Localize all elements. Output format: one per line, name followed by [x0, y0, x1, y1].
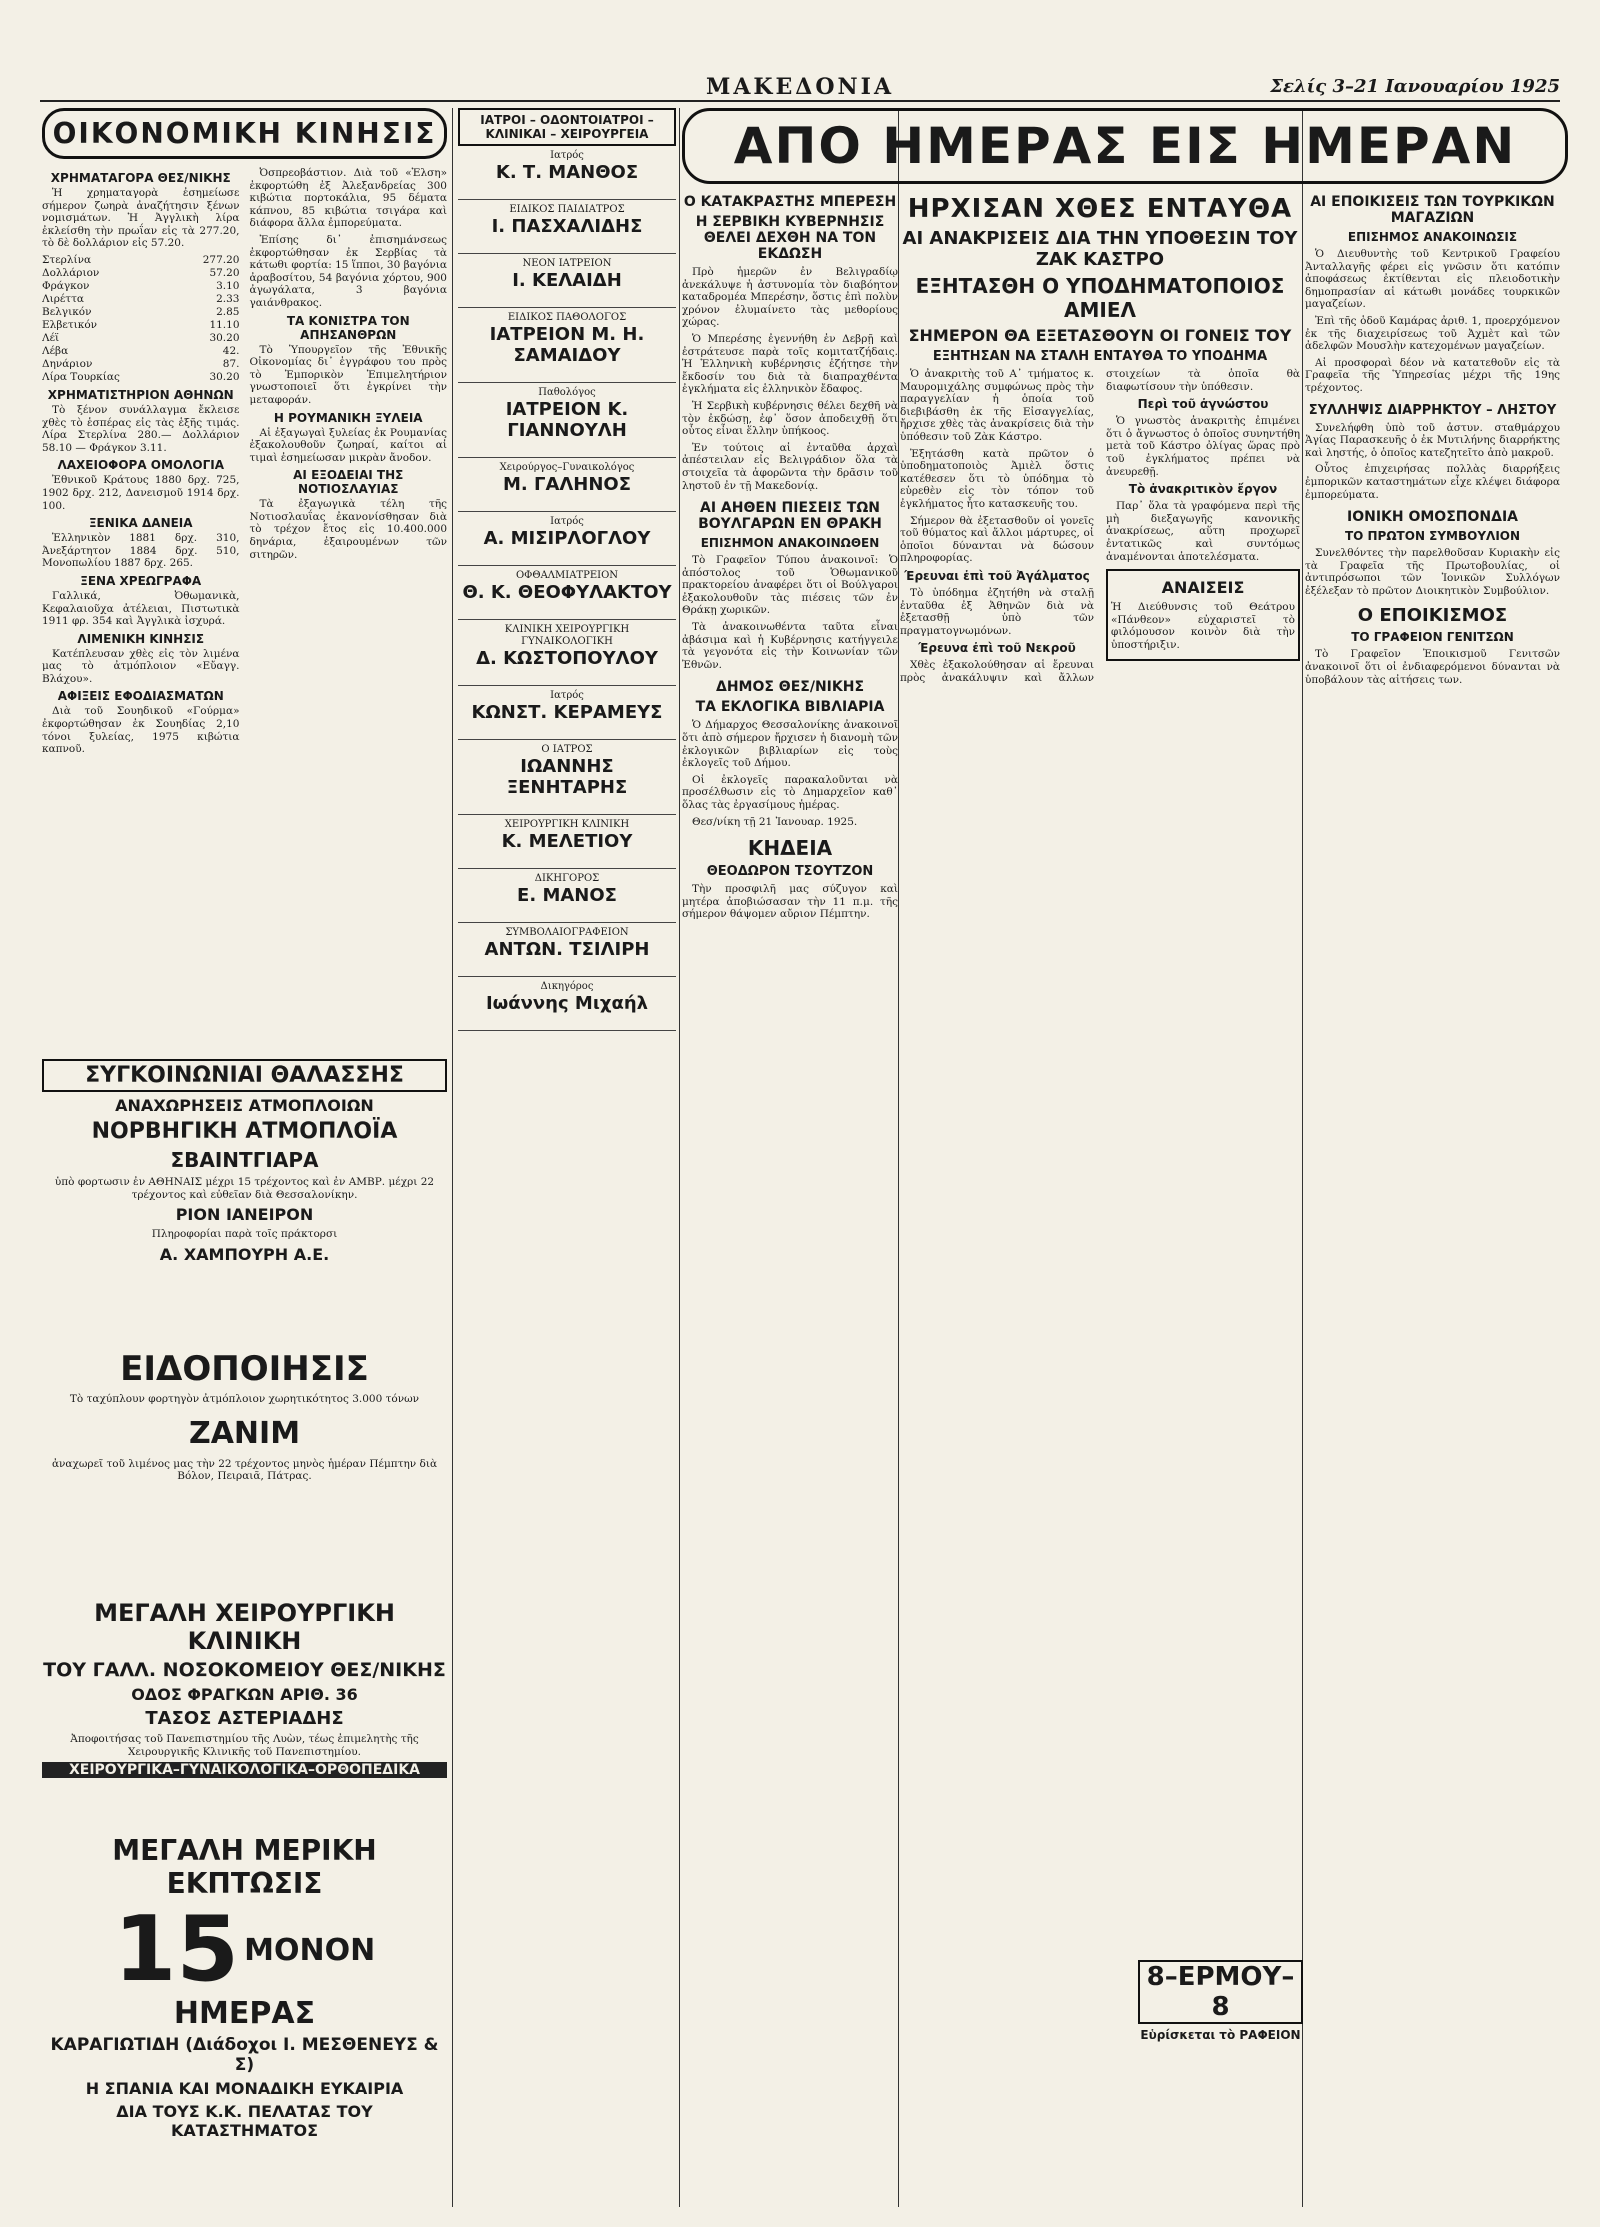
- currency-name: Λέϊ: [42, 331, 60, 344]
- doctors-list: [458, 146, 676, 1031]
- heading-wood: Η ΡΟΥΜΑΝΙΚΗ ΞΥΛΕΙΑ: [273, 410, 423, 425]
- currency-rate: 277.20: [202, 253, 240, 266]
- doctor-name: Ι. ΠΑΣΧΑΛΙΔΗΣ: [491, 216, 643, 237]
- heading-bonds: ΞΕΝΑ ΧΡΕΩΓΡΑΦΑ: [80, 573, 202, 588]
- norwegian-line: ΝΟΡΒΗΓΙΚΗ ΑΤΜΟΠΛΟΪΑ: [91, 1119, 398, 1144]
- subheadline: ΤΑ ΕΚΛΟΓΙΚΑ ΒΙΒΛΙΑΡΙΑ: [695, 699, 885, 716]
- currency-name: Λίρα Τουρκίας: [42, 370, 120, 383]
- doctor-ad: [458, 458, 676, 512]
- doctor-name: ΚΩΝΣΤ. ΚΕΡΑΜΕΥΣ: [471, 702, 663, 723]
- page-date: Σελίς 3–21 Ιανουαρίου 1925: [1270, 76, 1560, 97]
- ad-title: ΑΝΑΙΣΕΙΣ: [1161, 578, 1245, 598]
- doctor-ad: [458, 146, 676, 200]
- paragraph: Ἡ Διεύθυνσις τοῦ Θεάτρου «Πάνθεον» εὐχαριστεῖ τὸ φιλόμουσον κοινὸν διὰ τὴν ὑποστήριξιν.: [1111, 601, 1295, 651]
- market-row: [42, 267, 240, 280]
- currency-rate: 3.10: [216, 279, 240, 292]
- doctor-specialty: ΣΥΜΒΟΛΑΙΟΓΡΑΦΕΙΟΝ: [505, 927, 629, 938]
- subheadline: Η ΣΕΡΒΙΚΗ ΚΥΒΕΡΝΗΣΙΣ ΘΕΛΕΙ ΔΕΧΘΗ ΝΑ ΤΟΝ ΕΚΔΩΣΗ: [695, 214, 885, 262]
- paragraph: Ἑλληνικὸν 1881 δρχ. 310, Ἀνεξάρτητον 1884 δρχ. 510, Μονοπωλίου 1887 δρχ. 265.: [42, 532, 240, 570]
- shipping-agent: Α. ΧΑΜΠΟΥΡΗ Α.Ε.: [159, 1244, 330, 1264]
- paragraph: Τὸ ταχύπλουν φορτηγὸν ἀτμόπλοιον χωρητικότητος 3.000 τόνων: [69, 1393, 420, 1405]
- sale-days-label: ΜΟΝΟΝ ΗΜΕΡΑΣ: [173, 1932, 376, 2031]
- sale-line: Η ΣΠΑΝΙΑ ΚΑΙ ΜΟΝΑΔΙΚΗ ΕΥΚΑΙΡΙΑ: [85, 2079, 404, 2098]
- headline: ΑΙ ΕΠΟΙΚΙΣΕΙΣ ΤΩΝ ΤΟΥΡΚΙΚΩΝ ΜΑΓΑΖΙΩΝ: [1310, 194, 1555, 226]
- section-sub: Τὸ ἀνακριτικὸν ἔργον: [1128, 482, 1278, 497]
- doctor-details: [458, 183, 676, 195]
- sea-title: ΣΥΓΚΟΙΝΩΝΙΑΙ ΘΑΛΑΣΣΗΣ: [42, 1059, 447, 1092]
- zanim-ship: ΖΑΝΙΜ: [188, 1415, 301, 1451]
- subheadline: ΕΠΙΣΗΜΟΣ ΑΝΑΚΟΙΝΩΣΙΣ: [1347, 230, 1518, 244]
- column-rule: [898, 108, 899, 2207]
- heading-exports: ΑΙ ΕΞΟΔΕΙΑΙ ΤΗΣ ΝΟΤΙΟΣΛΑΥΙΑΣ: [293, 468, 404, 497]
- column-rule: [1302, 108, 1303, 2207]
- paragraph: Τὰ ἀνακοινωθέντα ταῦτα εἶναι ἀβάσιμα καὶ ἡ Κυβέρνησις κατήγγειλε τὰ γεγονότα εἰς τὴν Κοινωνίαν τῶν Ἐθνῶν.: [682, 621, 898, 671]
- paragraph: ἀναχωρεῖ τοῦ λιμένος μας τὴν 22 τρέχοντος μηνὸς ἡμέραν Πέμπτην διὰ Βόλον, Πειραιᾶ, Πάτρας.: [51, 1457, 438, 1483]
- column-rule: [452, 108, 453, 2207]
- currency-rate: 2.33: [216, 292, 240, 305]
- banner-day-to-day: ΑΠΟ ΗΜΕΡΑΣ ΕΙΣ ΗΜΕΡΑΝ: [682, 108, 1568, 184]
- date-line: Θεσ/νίκη τῇ 21 Ἰανουαρ. 1925.: [692, 815, 858, 828]
- doctor-specialty: ΧΕΙΡΟΥΡΓΙΚΗ ΚΛΙΝΙΚΗ: [504, 819, 630, 830]
- doctor-ad: [458, 620, 676, 686]
- doctor-ad: [458, 512, 676, 566]
- doctor-ad: [458, 869, 676, 923]
- doctor-specialty: Ιατρός: [550, 516, 584, 527]
- section-sub: Περὶ τοῦ ἀγνώστου: [1137, 397, 1269, 412]
- doctor-details: [458, 798, 676, 810]
- ermou-number: 8–ΕΡΜΟΥ–8: [1138, 1960, 1303, 2024]
- doctor-details: [458, 291, 676, 303]
- clinic-director: ΤΑΣΟΣ ΑΣΤΕΡΙΑΔΗΣ: [145, 1708, 344, 1729]
- paragraph: Ὁ γνωστὸς ἀνακριτὴς ἐπιμένει ὅτι ὁ ἄγνωστος ὁ ὁποῖος συνηντήθη μετὰ τοῦ Κάστρο ὀλίγας ὥρας πρὸ τοῦ ἐγκλήματος πρέπει νὰ ἀνευρεθῇ.: [1106, 415, 1300, 478]
- doctor-details: [458, 906, 676, 918]
- headline: Ο ΕΠΟΙΚΙΣΜΟΣ: [1357, 605, 1508, 627]
- sale-days: 15: [113, 1897, 240, 2002]
- paragraph: Τὸ ξένον συνάλλαγμα ἔκλεισε χθὲς τὸ ἑσπέρας εἰς τὰς ἑξῆς τιμάς. Λίρα Στερλίνα 280.— Δολλάριον 58.10 — Φράγκον 3.11.: [42, 403, 240, 454]
- headline-sub: ΣΗΜΕΡΟΝ ΘΑ ΕΞΕΤΑΣΘΟΥΝ ΟΙ ΓΟΝΕΙΣ ΤΟΥ: [908, 326, 1292, 345]
- doctor-details: [458, 723, 676, 735]
- doctor-details: [458, 237, 676, 249]
- doctor-specialty: Δικηγόρος: [540, 981, 594, 992]
- heading-cognac: ΤΑ ΚΟΝΙΣΤΡΑ ΤΟΝ ΑΠΗΣΑΝΘΡΩΝ: [286, 313, 410, 342]
- doctor-specialty: ΟΦΘΑΛΜΙΑΤΡΕΙΟΝ: [515, 570, 619, 581]
- headline: ΑΙ ΑΗΘΕΝ ΠΙΕΣΕΙΣ ΤΩΝ ΒΟΥΛΓΑΡΩΝ ΕΝ ΘΡΑΚΗ: [698, 500, 882, 533]
- subheadline: ΕΠΙΣΗΜΟΝ ΑΝΑΚΟΙΝΩΘΕΝ: [700, 536, 880, 551]
- doctor-ad: [458, 686, 676, 740]
- doctor-name: Κ. Τ. ΜΑΝΘΟΣ: [495, 162, 639, 183]
- paragraph: Σήμερον θὰ ἐξετασθοῦν οἱ γονεῖς τοῦ θύματος καὶ ἄλλοι μάρτυρες, οἱ ὁποῖοι δύνανται νὰ δώσουν πληροφορίας.: [900, 514, 1094, 565]
- paragraph: Ὁ ἀνακριτὴς τοῦ Α᾽ τμήματος κ. Μαυρομιχάλης συμφώνως πρὸς τὴν παραγγελίαν ἡ ὁποία τοῦ διεβιβάσθη ἐκ τῆς Εἰσαγγελίας, ἤρχισε χθὲς τὰς ἀνακρίσεις διὰ τὴν ὑπόθεσιν τοῦ Ζὰκ Κάστρο.: [900, 368, 1094, 443]
- doctor-ad: [458, 977, 676, 1031]
- clinic-address: ΟΔΟΣ ΦΡΑΓΚΩΝ ΑΡΙΘ. 36: [131, 1685, 358, 1704]
- section-title-economy: ΟΙΚΟΝΟΜΙΚΗ ΚΙΝΗΣΙΣ: [42, 108, 447, 159]
- currency-name: Λέβα: [42, 344, 69, 357]
- clinic-specialties: ΧΕΙΡΟΥΡΓΙΚΑ–ΓΥΝΑΙΚΟΛΟΓΙΚΑ–ΟΡΘΟΠΕΔΙΚΑ: [42, 1762, 447, 1778]
- paragraph: Ἐν τούτοις αἱ ἐνταῦθα ἀρχαὶ ἀπέστειλαν εἰς Βελιγράδιον ὅλα τὰ στοιχεῖα τὰ ἀφορῶντα τὴν δρᾶσιν τοῦ ληστοῦ ἐν τῇ Μακεδονίᾳ.: [682, 441, 898, 492]
- ship-1: ΣΒΑΙΝΤΓΙΑΡΑ: [170, 1148, 319, 1172]
- market-row: [42, 280, 240, 293]
- doctor-ad: [458, 740, 676, 815]
- doctor-specialty: Ιατρός: [550, 690, 584, 701]
- currency-name: Λιρέττα: [42, 292, 85, 305]
- sale-ad: [42, 1830, 447, 2144]
- paragraph: Ὁ Μπερέσης ἐγεννήθη ἐν Δεβρῇ καὶ ἐστράτευσε παρὰ τοῖς κομιτατζήδαις. Ἡ Ἑλληνικὴ κυβέρνησις ἐζήτησε τὴν ἔκδοσίν του διὰ τὰ διαπραχθέντα ἐγκλήματα εἰς ἑλληνικὸν ἔδαφος.: [682, 332, 898, 396]
- section-sub: Έρευναι ἐπὶ τοῦ Ἀγάλματος: [904, 568, 1090, 583]
- doctor-name: ΑΝΤΩΝ. ΤΣΙΛΙΡΗ: [484, 939, 650, 960]
- sale-line-2: ΔΙΑ ΤΟΥΣ Κ.Κ. ΠΕΛΑΤΑΣ ΤΟΥ ΚΑΤΑΣΤΗΜΑΤΟΣ: [116, 2102, 373, 2140]
- heading-lottery: ΛΑΧΕΙΟΦΟΡΑ ΟΜΟΛΟΓΙΑ: [57, 458, 225, 473]
- currency-name: Ελβετικόν: [42, 318, 98, 331]
- paragraph: Ὀσπρεοβάστιον. Διὰ τοῦ «Ἑλση» ἐκφορτώθη ἐξ Ἀλεξανδρείας 300 κιβώτια πορτοκάλια, 95 δέματα κάπνου, 85 κιβώτια τσιγάρα καὶ διάφορα ἄλλα ἐμπορεύματα.: [249, 167, 447, 230]
- market-row: [42, 306, 240, 319]
- heading-market: ΧΡΗΜΑΤΑΓΟΡΑ ΘΕΣ/ΝΙΚΗΣ: [50, 171, 231, 185]
- paragraph: Πληροφορίαι παρὰ τοῖς πράκτορσι: [151, 1228, 338, 1241]
- doctor-name: Κ. ΜΕΛΕΤΙΟΥ: [501, 831, 633, 852]
- paragraph: Τὸ Γραφεῖον Τύπου ἀνακοινοῖ: Ὁ ἀπόστολος τοῦ Ὁθωμανικοῦ πρακτορείου ἀναφέρει ὅτι οἱ Βούλγαροι ἐξακολουθοῦν τὰς πιέσεις τῶν ἐν Θράκῃ χωρικῶν.: [682, 554, 898, 617]
- market-row: [42, 371, 240, 384]
- doctor-details: [458, 1014, 676, 1026]
- doctor-details: [458, 549, 676, 561]
- paragraph: Παρ᾽ ὅλα τὰ γραφόμενα περὶ τῆς μὴ διεξαγωγῆς κανονικῆς ἀνακρίσεως, αὕτη προχωρεῖ ἐντατικῶς καὶ συντόμως ἀναμένονται ἀποτελέσματα.: [1106, 500, 1300, 563]
- section-sub: Έρευνα ἐπὶ τοῦ Νεκροῦ: [918, 641, 1076, 656]
- market-row: [42, 293, 240, 306]
- clinic-title: ΜΕΓΑΛΗ ΧΕΙΡΟΥΡΓΙΚΗ ΚΛΙΝΙΚΗ: [94, 1599, 395, 1655]
- news-column-1: [682, 190, 898, 2207]
- doctor-specialty: Παθολόγος: [538, 387, 596, 398]
- currency-name: Στερλίνα: [42, 253, 92, 266]
- doctor-details: [458, 960, 676, 972]
- doctor-details: [458, 441, 676, 453]
- doctor-details: [458, 852, 676, 864]
- currency-rate: 30.20: [209, 370, 240, 383]
- paragraph: Οἱ ἐκλογεῖς παρακαλοῦνται νὰ προσέλθωσιν εἰς τὸ Δημαρχεῖον καθ᾽ ὅλας τὰς ἐργασίμους ἡμέρας.: [682, 773, 898, 811]
- doctor-ad: [458, 923, 676, 977]
- notice-ad: [42, 1345, 447, 1487]
- headline-sub: ΑΙ ΑΝΑΚΡΙΣΕΙΣ ΔΙΑ ΤΗΝ ΥΠΟΘΕΣΙΝ ΤΟΥ ΖΑΚ ΚΑΣΤΡΟ: [902, 228, 1298, 270]
- doctor-ad: [458, 254, 676, 308]
- headline: ΚΗΔΕΙΑ: [747, 836, 833, 861]
- departures-title: ΑΝΑΧΩΡΗΣΕΙΣ ΑΤΜΟΠΛΟΙΩΝ: [115, 1096, 374, 1115]
- currency-name: Δολλάριον: [42, 266, 100, 279]
- clinic-subtitle: ΤΟΥ ΓΑΛΛ. ΝΟΣΟΚΟΜΕΙΟΥ ΘΕΣ/ΝΙΚΗΣ: [43, 1659, 446, 1681]
- doctor-ad: [458, 566, 676, 620]
- ship-2: ΡΙΟΝ ΙΑΝΕΙΡΟΝ: [175, 1205, 314, 1225]
- paragraph: Αἱ ἐξαγωγαὶ ξυλείας ἐκ Ρουμανίας ἐξακολουθοῦν ζωηραί, καίτοι αἱ τιμαὶ ἐσημείωσαν μικρὰν ἄνοδον.: [249, 426, 447, 464]
- doctor-details: [458, 495, 676, 507]
- news-column-right: [1305, 190, 1560, 2207]
- paragraph: Ἐθνικοῦ Κράτους 1880 δρχ. 725, 1902 δρχ. 212, Δανεισμοῦ 1914 δρχ. 100.: [42, 474, 240, 512]
- doctor-name: ΙΑΤΡΕΙΟΝ Κ. ΓΙΑΝΝΟΥΛΗ: [505, 399, 629, 441]
- paragraph: Τὴν προσφιλῆ μας σύζυγον καὶ μητέρα ἀποβιώσασαν τὴν 11 π.μ. τῆς σήμερον θάψομεν αὔριον Πέμπτην.: [682, 883, 898, 921]
- headline-sub: ΕΞΗΤΗΣΑΝ ΝΑ ΣΤΑΛΗ ΕΝΤΑΥΘΑ ΤΟ ΥΠΟΔΗΜΑ: [932, 349, 1268, 364]
- headline: Ο ΚΑΤΑΚΡΑΣΤΗΣ ΜΠΕΡΕΣΗ: [683, 194, 897, 210]
- doctor-ad: [458, 308, 676, 383]
- newspaper-name: ΜΑΚΕΔΟΝΙΑ: [705, 74, 895, 100]
- doctor-ad: [458, 383, 676, 458]
- ermou-text: Εὑρίσκεται τὸ ΡΑΦΕΙΟΝ: [1140, 2028, 1301, 2042]
- paragraph: Τὸ Γραφεῖον Ἐποικισμοῦ Γενιτσῶν ἀνακοινοῖ ὅτι οἱ ἐνδιαφερόμενοι δύνανται νὰ ὑποβάλουν τὰς αἰτήσεις των.: [1305, 648, 1560, 686]
- paragraph: Ἀποφοιτήσας τοῦ Πανεπιστημίου τῆς Λυὼν, τέως ἐπιμελητὴς τῆς Χειρουργικῆς Κλινικῆς τοῦ Πανεπιστημίου.: [70, 1733, 419, 1758]
- paragraph: Ἡ Σερβικὴ κυβέρνησις θέλει δεχθῆ νὰ τὸν ἐκδώσῃ, ἐφ᾽ ὅσον ἀποδειχθῇ ὅτι οὗτος εἶναι ἕλλην ὑπήκοος.: [682, 399, 898, 438]
- doctor-ad: [458, 815, 676, 869]
- paragraph: Ὁ Διευθυντὴς τοῦ Κεντρικοῦ Γραφείου Ἀνταλλαγῆς φέρει εἰς γνῶσιν ὅτι κατόπιν ἀποφάσεως ἐκτίθενται εἰς πλειοδοτικὴν δημοπρασίαν αἱ κάτωθι μονάδες τουρκικῶν μαγαζείων.: [1305, 248, 1560, 311]
- currency-name: Φράγκον: [42, 279, 90, 292]
- doctors-header: ΙΑΤΡΟΙ – ΟΔΟΝΤΟΙΑΤΡΟΙ – ΚΛΙΝΙΚΑΙ – ΧΕΙΡΟΥΡΓΕΙΑ: [458, 108, 676, 146]
- headline: ΣΥΛΛΗΨΙΣ ΔΙΑΡΡΗΚΤΟΥ – ΛΗΣΤΟΥ: [1308, 402, 1557, 418]
- heading-loans: ΞΕΝΙΚΑ ΔΑΝΕΙΑ: [88, 516, 193, 531]
- paragraph: Κατέπλευσαν χθὲς εἰς τὸν λιμένα μας τὸ ἀτμόπλοιον «Εὔαγγ. Βλάχου».: [42, 647, 240, 685]
- doctor-name: Ι. ΚΕΛΑΙΔΗ: [512, 270, 622, 291]
- doctor-specialty: ΚΛΙΝΙΚΗ ΧΕΙΡΟΥΡΓΙΚΗ ΓΥΝΑΙΚΟΛΟΓΙΚΗ: [504, 624, 630, 647]
- shipping-ad: [42, 1055, 447, 1268]
- paragraph: Χθὲς ἐξακολούθησαν αἱ ἔρευναι πρὸς ἀνακάλυψιν καὶ ἄλλων στοιχείων τὰ ὁποῖα θὰ διαφωτίσουν τὴν ὑπόθεσιν.: [900, 368, 1300, 684]
- currency-rate: 42.: [222, 344, 240, 357]
- doctor-specialty: ΔΙΚΗΓΟΡΟΣ: [534, 873, 600, 884]
- sale-title: ΜΕΓΑΛΗ ΜΕΡΙΚΗ ΕΚΠΤΩΣΙΣ: [112, 1834, 377, 1900]
- paragraph: Συνελήφθη ὑπὸ τοῦ ἀστυν. σταθμάρχου Ἁγίας Παρασκευῆς ὁ ἐκ Μυτιλήνης διαρρήκτης καὶ ληστής, ὁ ὁποῖος κατεζητεῖτο ἀπὸ μακροῦ.: [1305, 421, 1560, 459]
- paragraph: Τὸ Ὑπουργεῖον τῆς Ἐθνικῆς Οἰκονομίας δι᾽ ἐγγράφου του πρὸς τὸ Ἐμπορικὸν Ἐπιμελητήριον γνωστοποιεῖ ὅτι ἐγκρίνει τὴν μεταφοράν.: [249, 343, 447, 406]
- notices-title: ΕΙΔΟΠΟΙΗΣΙΣ: [120, 1349, 369, 1389]
- paragraph: Ἐπίσης δι᾽ ἐπισημάνσεως ἐκφορτώθησαν ἐκ Σερβίας τὰ κάτωθι φορτία: 15 ἵπποι, 30 βαγόνια ἀραβοσίτου, 54 βαγόνια χόρτου, 900 ἀγωγάλατα, 3 βαγόνια γαιάνθρακος.: [249, 233, 447, 309]
- doctor-details: [458, 366, 676, 378]
- currency-name: Βελγικόν: [42, 305, 92, 318]
- ermou-ad: [1138, 1960, 1303, 2046]
- subheadline: ΤΟ ΓΡΑΦΕΙΟΝ ΓΕΝΙΤΣΩΝ: [1351, 630, 1514, 645]
- currency-rate: 87.: [222, 357, 240, 370]
- paragraph: Πρὸ ἡμερῶν ἐν Βελιγραδίῳ ἀνεκάλυψε ἡ ἀστυνομία τὸν διαβόητον καταδρομέα Μπερέσην, ὅστις ἐπὶ πολὺν χρόνον ἐλυμαίνετο τὰς μεθορίους χώρας.: [682, 266, 898, 329]
- doctor-specialty: ΝΕΟΝ ΙΑΤΡΕΙΟΝ: [522, 258, 612, 269]
- heading-athens: ΧΡΗΜΑΤΙΣΤΗΡΙΟΝ ΑΘΗΝΩΝ: [47, 387, 234, 402]
- headline-main: ΗΡΧΙΣΑΝ ΧΘΕΣ ΕΝΤΑΥΘΑ: [907, 194, 1293, 224]
- market-row: [42, 358, 240, 371]
- currency-rate: 57.20: [209, 266, 240, 279]
- doctor-specialty: Ιατρός: [550, 150, 584, 161]
- subheadline: ΘΕΟΔΩΡΟΝ ΤΣΟΥΤΖΟΝ: [706, 864, 874, 880]
- doctor-name: Δ. ΚΩΣΤΟΠΟΥΛΟΥ: [476, 648, 658, 669]
- currency-name: Δηνάριον: [42, 357, 93, 370]
- heading-port: ΛΙΜΕΝΙΚΗ ΚΙΝΗΣΙΣ: [77, 631, 205, 646]
- market-table: [42, 254, 240, 384]
- column-rule: [679, 108, 680, 2207]
- currency-rate: 2.85: [216, 305, 240, 318]
- paragraph: Τὸ ὑπόδημα ἐζητήθη νὰ σταλῇ ἐνταῦθα ἐξ Ἀθηνῶν διὰ νὰ ἐξετασθῇ ὑπὸ τῶν πραγματογνωμόνων.: [900, 586, 1094, 637]
- economic-column: [42, 108, 447, 1047]
- doctor-details: [458, 669, 676, 681]
- paragraph: Γαλλικά, Ὀθωμανικὰ, Κεφαλαιοῦχα ἀτέλειαι, Πιστωτικὰ 1911 φρ. 354 καὶ Ἀγγλικὰ ἰσχυρά.: [42, 589, 240, 628]
- clinic-ad: [42, 1595, 447, 1782]
- doctor-name: Ιωάννης Μιχαήλ: [485, 993, 649, 1014]
- headline-sub: ΕΞΗΤΑΣΘΗ Ο ΥΠΟΔΗΜΑΤΟΠΟΙΟΣ ΑΜΙΕΛ: [915, 274, 1285, 322]
- market-row: [42, 254, 240, 267]
- headline: ΙΟΝΙΚΗ ΟΜΟΣΠΟΝΔΙΑ: [1347, 509, 1518, 526]
- paragraph: Ἡ χρηματαγορὰ ἐσημείωσε σήμερον ζωηρὰ ἀναζήτησιν ξένων νομισμάτων. Ἡ Ἀγγλικὴ λίρα ἐκλείσθη τὴν πρωΐαν εἰς τὰ 277.20, τὸ δὲ δολλάριον εἰς 57.20.: [42, 187, 240, 250]
- doctor-name: ΙΩΑΝΝΗΣ ΞΕΝΗΤΑΡΗΣ: [506, 756, 628, 798]
- doctor-name: ΙΑΤΡΕΙΟΝ Μ. Η. ΣΑΜΑΙΔΟΥ: [489, 324, 645, 366]
- subheadline: ΤΟ ΠΡΩΤΟΝ ΣΥΜΒΟΥΛΙΟΝ: [1344, 529, 1521, 544]
- currency-rate: 30.20: [209, 331, 240, 344]
- masthead: [40, 72, 1560, 102]
- paragraph: ὑπὸ φορτωσιν ἐν ΑΘΗΝΑΙΣ μέχρι 15 τρέχοντος καὶ ἐν ΑΜΒΡ. μέχρι 22 τρέχοντος καὶ εὐθεῖαν διὰ Θεσσαλονίκην.: [54, 1176, 435, 1201]
- paragraph: Τὰ ἐξαγωγικὰ τέλη τῆς Νοτιοσλαυΐας ἐκανονίσθησαν διὰ τὸ τρέχον ἔτος εἰς 10.400.000 δηνάρια, ἐξαιρουμένων τῶν σιτηρῶν.: [249, 498, 447, 561]
- doctor-name: Ε. ΜΑΝΟΣ: [517, 885, 617, 906]
- paragraph: Ὁ Δήμαρχος Θεσσαλονίκης ἀνακοινοῖ ὅτι ἀπὸ σήμερον ἤρχισεν ἡ διανομὴ τῶν ἐκλογικῶν βιβλιαρίων εἰς τοὺς ἐκλογεῖς τοῦ Δήμου.: [682, 719, 898, 770]
- paragraph: Οὗτος ἐπιχειρήσας πολλὰς διαρρήξεις ἐμπορικῶν καταστημάτων εἶχε κλέψει διάφορα ἐμπορεύματα.: [1305, 463, 1560, 501]
- doctor-specialty: ΕΙΔΙΚΟΣ ΠΑΙΔΙΑΤΡΟΣ: [509, 204, 625, 215]
- paragraph: Ἐπὶ τῆς ὁδοῦ Καμάρας ἀριθ. 1, προερχόμενον ἐκ τῆς διαχειρίσεως τοῦ Ἀχμὲτ καὶ τῶν ἀδελφῶν Μουσλὴν κατεχομένων μαγαζείων.: [1305, 314, 1560, 353]
- currency-rate: 11.10: [209, 318, 240, 331]
- sale-shop: ΚΑΡΑΓΙΩΤΙΔΗ (Διάδοχοι Ι. ΜΕΣΘΕΝΕΥΣ & Σ): [50, 2035, 439, 2075]
- paragraph: Διὰ τοῦ Σουηδικοῦ «Γούρμα» ἐκφορτώθησαν ἐκ Σουηδίας 2,10 τόνοι ξυλείας, 1975 κιβώτια καπνοῦ.: [42, 705, 240, 756]
- doctor-specialty: Ο ΙΑΤΡΟΣ: [541, 744, 593, 755]
- paragraph: Αἱ προσφοραὶ δέον νὰ κατατεθοῦν εἰς τὰ Γραφεῖα τῆς Ὑπηρεσίας μέχρι τῆς 19ης τρέχοντος.: [1305, 356, 1560, 394]
- doctor-name: Θ. Κ. ΘΕΟΦΥΛΑΚΤΟΥ: [462, 582, 672, 603]
- paragraph: Συνελθόντες τὴν παρελθοῦσαν Κυριακὴν εἰς τὰ Γραφεῖα τῆς Πρωτοβουλίας, οἱ ἀντιπρόσωποι τῶν Ἰονικῶν Συλλόγων ἐξέλεξαν τὸ πρῶτον Διοικητικὸν Συμβούλιον.: [1305, 547, 1560, 597]
- market-row: [42, 332, 240, 345]
- headline: ΔΗΜΟΣ ΘΕΣ/ΝΙΚΗΣ: [715, 679, 865, 696]
- doctor-ad: [458, 200, 676, 254]
- doctors-column: [458, 108, 676, 2207]
- doctor-specialty: ΕΙΔΙΚΟΣ ΠΑΘΟΛΟΓΟΣ: [507, 312, 627, 323]
- heading-supplies: ΑΦΙΞΕΙΣ ΕΦΟΔΙΑΣΜΑΤΩΝ: [57, 689, 224, 704]
- doctor-details: [458, 603, 676, 615]
- paragraph: Ἐξητάσθη κατὰ πρῶτον ὁ ὑποδηματοποιὸς Ἀμιὲλ ὅστις κατέθεσεν ὅτι τὸ ὑπόδημα τὸ εὑρεθὲν εἰς τὸν τόπον τοῦ ἐγκλήματος ἦτο κατασκευῆς του.: [900, 447, 1094, 510]
- doctor-specialty: Χειρούργος–Γυναικολόγος: [499, 462, 635, 473]
- market-row: [42, 319, 240, 332]
- doctor-name: Α. ΜΙΣΙΡΛΟΓΛΟΥ: [483, 528, 651, 549]
- news-column-main: [900, 190, 1300, 2207]
- doctor-name: Μ. ΓΑΛΗΝΟΣ: [502, 474, 632, 495]
- market-row: [42, 345, 240, 358]
